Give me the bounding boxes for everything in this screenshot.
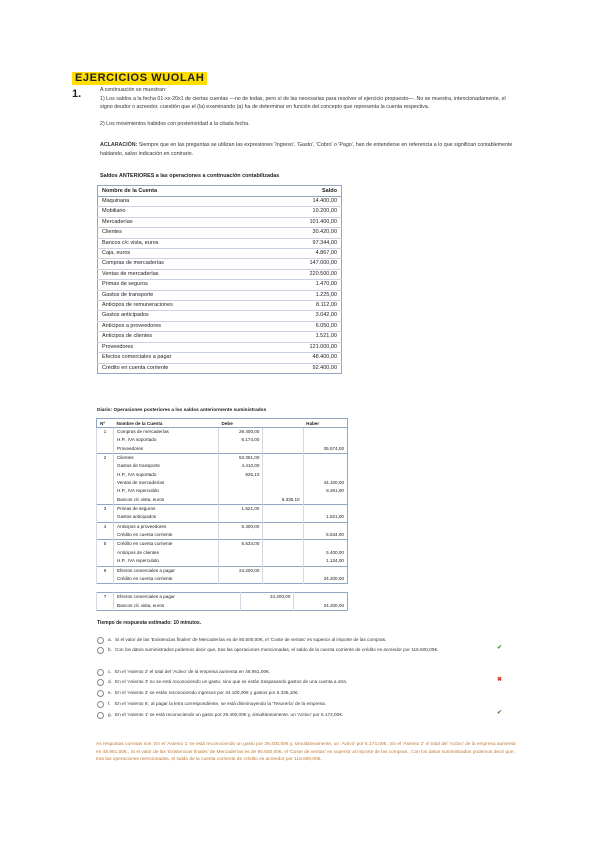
page-title: EJERCICIOS WUOLAH (72, 72, 207, 85)
asiento-num: 1 (97, 428, 114, 437)
asiento-num (97, 471, 114, 479)
option-checkbox[interactable] (97, 679, 104, 686)
saldo-valor: 121.000,00 (265, 342, 341, 352)
diario-haber: 1.134,00 (303, 557, 347, 566)
option-checkbox[interactable] (97, 690, 104, 697)
saldo-cuenta: Compras de mercaderías (98, 259, 266, 269)
table-row (98, 249, 342, 259)
option-text: En el 'Asiento 6', al pagar la letra correspondiente, se está disminuyendo la 'Tesorería' de la empresa. (115, 701, 326, 706)
diario-mid (263, 445, 303, 454)
table-row (98, 342, 342, 352)
table-row (97, 549, 348, 557)
diario-haber (303, 454, 347, 463)
diario-mid (263, 513, 303, 522)
saldo-valor: 1.225,00 (265, 290, 341, 300)
aclaracion-label: ACLARACIÓN: (100, 142, 138, 148)
saldo-valor: 1.470,00 (265, 280, 341, 290)
diario-cuenta: H.P., IVA repercutido (114, 557, 219, 566)
table-row (97, 557, 348, 566)
saldo-valor: 101.400,00 (265, 217, 341, 227)
saldo-valor: 1.521,00 (265, 332, 341, 342)
diario-cuenta: Efectos comerciales a pagar (114, 566, 219, 575)
diario-debe (219, 479, 263, 487)
table-row (98, 290, 342, 300)
diario-mid (263, 557, 303, 566)
table-row (97, 428, 348, 437)
diario-mid (263, 505, 303, 514)
answer-option[interactable] (97, 678, 517, 686)
option-checkbox[interactable] (97, 637, 104, 644)
diario-debe (219, 487, 263, 495)
diario-haber: 24.200,00 (303, 575, 347, 584)
saldo-cuenta: Anticipos a proveedores (98, 321, 266, 331)
diario-debe: 24.200,00 (219, 566, 263, 575)
saldo-cuenta: Ventas de mercaderías (98, 269, 266, 279)
saldo-cuenta: Bancos c/c vista, euros (98, 238, 266, 248)
asiento-num (97, 436, 114, 444)
saldo-cuenta: Clientes (98, 228, 266, 238)
option-text: Con los datos suministrados podemos decir que, tras las operaciones mencionadas, el saldo de la cuenta corriente de crédito es acreedor por 116.600,00€. (115, 647, 439, 652)
table-row (97, 487, 348, 495)
check-icon: ✔ (497, 645, 503, 651)
answer-option[interactable] (97, 668, 517, 676)
diario-debe: 6.174,00 (219, 436, 263, 444)
diario-haber (303, 428, 347, 437)
table-row (97, 462, 348, 470)
saldo-cuenta: Primas de seguros (98, 280, 266, 290)
diario-cuenta: H.P., IVA repercutido (114, 487, 219, 495)
diario-header-num: Nº (97, 419, 114, 428)
diario-mid (263, 540, 303, 549)
saldo-valor: 220.500,00 (265, 269, 341, 279)
option-text: En el 'Asiento 2' el total del 'Activo' de la empresa aumenta en 48.951,00€. (115, 669, 270, 674)
diario-mid (263, 471, 303, 479)
table-row (97, 522, 348, 531)
diario-debe: 24.200,00 (240, 593, 294, 602)
saldo-cuenta: Mercaderías (98, 217, 266, 227)
diario-haber (303, 496, 347, 505)
saldo-cuenta: Maquinaria (98, 197, 266, 207)
diario-debe (219, 531, 263, 540)
saldo-valor: 147.000,00 (265, 259, 341, 269)
diario-cuenta: Bancos c/c vista, euros (114, 602, 241, 611)
table-row (97, 531, 348, 540)
saldo-cuenta: Gastos de transporte (98, 290, 266, 300)
diario-mid (263, 454, 303, 463)
diario-mid (263, 487, 303, 495)
check-icon: ✔ (497, 710, 503, 716)
answer-option[interactable] (97, 646, 517, 654)
option-text: En el 'Asiento 2' se están reconociendo ingresos por 44.100,00€ y gastos por 5.336,10€. (115, 690, 299, 695)
table-row (98, 217, 342, 227)
table-row (98, 353, 342, 363)
diario-debe: 6.534,00 (219, 540, 263, 549)
saldo-cuenta: Gastos anticipados (98, 311, 266, 321)
diario-haber (303, 471, 347, 479)
diario-haber (303, 436, 347, 444)
table-row (98, 259, 342, 269)
saldo-valor: 6.050,00 (265, 321, 341, 331)
asiento-num (97, 496, 114, 505)
diario-mid (263, 436, 303, 444)
saldos-header-saldo: Saldo (265, 186, 341, 197)
diario-haber (303, 462, 347, 470)
saldo-valor: 4.867,00 (265, 249, 341, 259)
table-row (97, 540, 348, 549)
asiento-num (97, 531, 114, 540)
diario-mid (263, 549, 303, 557)
answer-option[interactable] (97, 636, 517, 644)
intro-line-1: A continuación se muestran: (100, 87, 167, 93)
diario-table (96, 418, 348, 584)
asiento-num (97, 602, 114, 611)
diario-haber: 6.534,00 (303, 531, 347, 540)
table-row (98, 197, 342, 207)
saldo-valor: 10.200,00 (265, 207, 341, 217)
saldo-valor: 14.400,00 (265, 197, 341, 207)
diario-debe: 29.400,00 (219, 428, 263, 437)
asiento-num: 2 (97, 454, 114, 463)
saldo-cuenta: Mobiliario (98, 207, 266, 217)
diario-mid (263, 479, 303, 487)
diario-cuenta: Clientes (114, 454, 219, 463)
diario-cuenta: Primas de seguros (114, 505, 219, 514)
diario-cuenta: Bancos c/c vista, euros (114, 496, 219, 505)
asiento-num: 7 (97, 593, 114, 602)
diario-cuenta: Crédito en cuenta corriente (114, 575, 219, 584)
diario-haber: 1.521,00 (303, 513, 347, 522)
option-checkbox[interactable] (97, 712, 104, 719)
diario-haber (303, 540, 347, 549)
diario-cuenta: H.P., IVA soportado (114, 471, 219, 479)
table-row (98, 321, 342, 331)
saldo-valor: 8.112,00 (265, 301, 341, 311)
intro-line-2: 1) Los saldos a la fecha 01-xx-20x1 de ciertas cuentas —no de todas, pero sí de las necesarias para resolver el ejercicio propuesto—. No se muestra, intencionadamente, el signo deudor o acreedor, cuestión que el (la) examinando (a) ha de determinar en función del concepto que representa la cuenta respectiva. (100, 95, 506, 111)
diario-cuenta: Efectos comerciales a pagar (114, 593, 241, 602)
saldos-header-cuenta: Nombre de la Cuenta (98, 186, 266, 197)
diario-haber: 24.200,00 (294, 602, 348, 611)
asiento-num: 5 (97, 540, 114, 549)
diario-header-spacer (263, 419, 303, 428)
saldo-valor: 92.400,00 (265, 363, 341, 373)
asiento-num (97, 462, 114, 470)
saldo-valor: 3.042,00 (265, 311, 341, 321)
saldo-valor: 97.344,00 (265, 238, 341, 248)
saldo-cuenta: Anticipos de clientes (98, 332, 266, 342)
option-checkbox[interactable] (97, 669, 104, 676)
asiento-num: 4 (97, 522, 114, 531)
aclaracion (100, 141, 515, 158)
diario-debe: 4.410,00 (219, 462, 263, 470)
table-row (98, 269, 342, 279)
diario-haber (303, 505, 347, 514)
asiento-num (97, 575, 114, 584)
diario-cuenta: Crédito en cuenta corriente (114, 540, 219, 549)
table-row (98, 238, 342, 248)
diario-debe: 53.361,00 (219, 454, 263, 463)
diario-mid (263, 522, 303, 531)
diario-cuenta: Anticipos a proveedores (114, 522, 219, 531)
intro-line-3: 2) Los movimientos habidos con posterioridad a la citada fecha. (100, 121, 250, 128)
diario-mid (263, 575, 303, 584)
saldo-valor: 30.420,00 (265, 228, 341, 238)
diario-cuenta: H.P., IVA soportado (114, 436, 219, 444)
table-row (97, 471, 348, 479)
correct-answers-text: As respostas corretas son: En el 'Asiento 1' se está reconociendo un gasto por 29.400,00€ y, simultáneamente, un 'Activo' por 6.174,00€., En el 'Asiento 2' el total del 'Activo' de la empresa aumenta en 48.951,00€., Si el valor de las 'Existencias finales' de Mercaderías es de 90.600,00€, el 'Coste de ventas' es superior al importe de las compras., Con los datos suministrados podemos decir que, tras las operaciones mencionadas, el saldo de la cuenta corriente de crédito es acreedor por 116.600,00€. (96, 742, 516, 763)
option-letter: b. (108, 647, 112, 652)
table-row (98, 301, 342, 311)
table-row (97, 496, 348, 505)
diario-cuenta: Compras de mercaderías (114, 428, 219, 437)
diario-debe (219, 513, 263, 522)
saldos-caption: Saldos ANTERIORES a las operaciones a continuación contabilizadas (100, 173, 280, 179)
diario-debe: 5.400,00 (219, 522, 263, 531)
saldo-cuenta: Efectos comerciales a pagar (98, 353, 266, 363)
diario-debe (219, 445, 263, 454)
answer-option[interactable] (97, 711, 517, 719)
diario-caption: Diario: Operaciones posteriores a los saldos anteriormente suministrados (97, 408, 267, 413)
asiento-num (97, 549, 114, 557)
diario-haber (303, 522, 347, 531)
diario-mid (263, 428, 303, 437)
option-checkbox[interactable] (97, 647, 104, 654)
question-number: 1. (72, 88, 82, 100)
asiento-num (97, 513, 114, 522)
option-text: En el 'Asiento 1' se está reconociendo un gasto por 29.400,00€ y, simultáneamente, un 'Activo' por 6.174,00€. (115, 712, 344, 717)
cross-icon: ✖ (497, 677, 503, 683)
table-row (98, 311, 342, 321)
diario-mid (263, 566, 303, 575)
answer-option[interactable] (97, 689, 517, 697)
table-row (97, 445, 348, 454)
diario-haber: 35.574,00 (303, 445, 347, 454)
diario-haber: 44.100,00 (303, 479, 347, 487)
diario-debe: 926,10 (219, 471, 263, 479)
diario-haber: 5.400,00 (303, 549, 347, 557)
option-letter: f. (108, 701, 111, 706)
diario-mid: 5.336,10 (263, 496, 303, 505)
table-row (98, 332, 342, 342)
table-row (97, 505, 348, 514)
diario-cuenta: Proveedores (114, 445, 219, 454)
asiento-num: 3 (97, 505, 114, 514)
saldo-cuenta: Caja, euros (98, 249, 266, 259)
asiento-num: 6 (97, 566, 114, 575)
option-letter: a. (108, 637, 112, 642)
saldo-cuenta: Anticipos de remuneraciones (98, 301, 266, 311)
diario-debe (240, 602, 294, 611)
option-text: En el 'Asiento 3' no se está reconociendo un gasto, sino que se están traspasando gastos de una cuenta a otra. (115, 679, 348, 684)
table-row (97, 479, 348, 487)
option-checkbox[interactable] (97, 701, 104, 708)
asiento-num (97, 557, 114, 566)
diario-cuenta: Anticipos de clientes (114, 549, 219, 557)
diario-cuenta: Crédito en cuenta corriente (114, 531, 219, 540)
table-row (97, 513, 348, 522)
diario-debe (219, 575, 263, 584)
diario-header-cuenta: Nombre de la Cuenta (114, 419, 219, 428)
diario-mid (263, 462, 303, 470)
table-row (97, 566, 348, 575)
diario-mid (263, 531, 303, 540)
table-row (98, 207, 342, 217)
diario-haber (294, 593, 348, 602)
diario-header-debe: Debe (219, 419, 263, 428)
diario-debe: 1.521,00 (219, 505, 263, 514)
table-row (97, 575, 348, 584)
asiento-num (97, 487, 114, 495)
diario-haber (303, 566, 347, 575)
option-letter: c. (108, 669, 112, 674)
diario-cuenta: Gastos de transporte (114, 462, 219, 470)
diario-haber: 9.261,00 (303, 487, 347, 495)
saldo-cuenta: Crédito en cuenta corriente (98, 363, 266, 373)
diario-debe (219, 557, 263, 566)
option-letter: g. (108, 712, 112, 717)
diario-cuenta: Gastos anticipados (114, 513, 219, 522)
diario-cuenta: Ventas de mercaderías (114, 479, 219, 487)
saldo-valor: 48.400,00 (265, 353, 341, 363)
table-row (97, 454, 348, 463)
table-row (98, 363, 342, 373)
asiento-num (97, 445, 114, 454)
table-row (97, 593, 348, 602)
diario-header-haber: Haber (303, 419, 347, 428)
diario-extra-table (96, 592, 348, 611)
diario-debe (219, 549, 263, 557)
table-row (97, 602, 348, 611)
saldo-cuenta: Proveedores (98, 342, 266, 352)
tiempo-estimado: Tiempo de respuesta estimado: 10 minutos. (97, 620, 202, 626)
option-text: Si el valor de las 'Existencias finales' de Mercaderías es de 90.600,00€, el 'Coste de ventas' es superior al importe de las compras. (115, 637, 387, 642)
aclaracion-text: Siempre que en las preguntas se utilizan las expresiones 'Ingreso', 'Gasto', 'Cobro' o 'Pago', han de entenderse en referencia a lo que significan contablemente hablando, salvo indicación en contrario. (100, 142, 513, 157)
diario-debe (219, 496, 263, 505)
saldos-table (97, 185, 342, 374)
table-row (97, 436, 348, 444)
option-letter: d. (108, 679, 112, 684)
table-row (98, 228, 342, 238)
asiento-num (97, 479, 114, 487)
option-letter: e. (108, 690, 112, 695)
table-row (98, 280, 342, 290)
answer-option[interactable] (97, 700, 517, 708)
